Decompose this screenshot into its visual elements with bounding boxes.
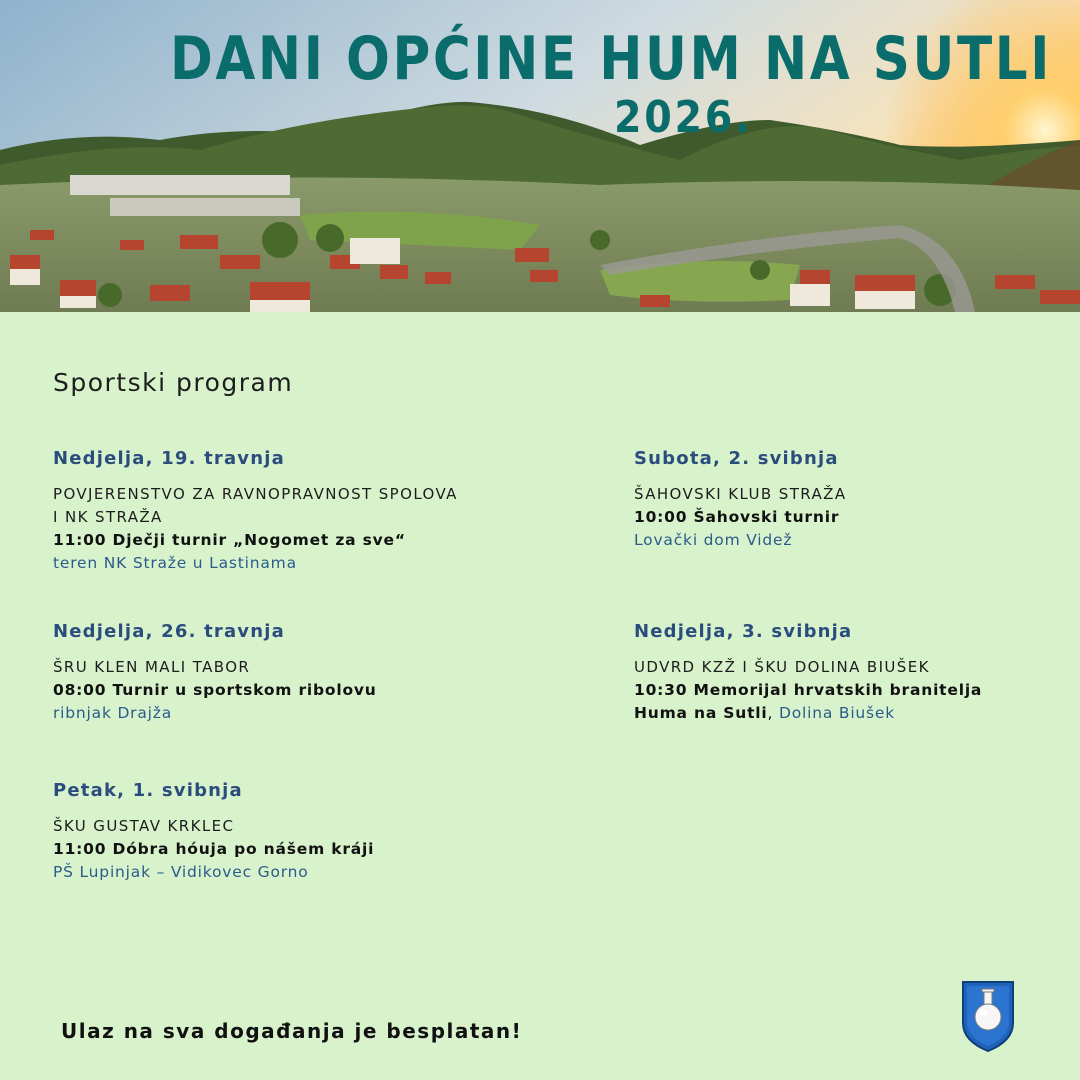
event-time-title: 11:00 Dóbra hóuja po nášem kráji xyxy=(53,840,375,858)
event-location: teren NK Straže u Lastinama xyxy=(53,554,297,572)
event-location: ribnjak Drajža xyxy=(53,704,172,722)
event-location: Dolina Biušek xyxy=(779,704,896,722)
event-entry xyxy=(634,448,1054,552)
event-entry xyxy=(53,780,533,884)
event-time-title: 10:00 Šahovski turnir xyxy=(634,508,840,526)
event-day: Subota, 2. svibnja xyxy=(634,448,839,469)
event-time-title: Huma na Sutli xyxy=(634,704,768,722)
event-organizer: ŠKU GUSTAV KRKLEC xyxy=(53,817,235,835)
event-year: 2026. xyxy=(614,92,753,143)
coat-of-arms-icon xyxy=(960,979,1016,1053)
event-entry xyxy=(53,448,533,575)
event-title: DANI OPĆINE HUM NA SUTLI xyxy=(170,24,1053,94)
event-organizer: UDVRD KZŽ I ŠKU DOLINA BIUŠEK xyxy=(634,658,930,676)
event-time-title: 11:00 Dječji turnir „Nogomet za sve“ xyxy=(53,531,406,549)
event-organizer: ŠRU KLEN MALI TABOR xyxy=(53,658,251,676)
event-day: Nedjelja, 19. travnja xyxy=(53,448,285,469)
event-organizer: ŠAHOVSKI KLUB STRAŽA xyxy=(634,485,847,503)
event-location: Lovački dom Videž xyxy=(634,531,793,549)
event-time-title: 10:30 Memorijal hrvatskih branitelja xyxy=(634,681,983,699)
event-day: Nedjelja, 26. travnja xyxy=(53,621,285,642)
free-entry-note: Ulaz na sva događanja je besplatan! xyxy=(61,1019,523,1043)
event-entry xyxy=(634,621,1054,725)
section-title: Sportski program xyxy=(53,368,294,397)
event-time-title: 08:00 Turnir u sportskom ribolovu xyxy=(53,681,377,699)
event-entry xyxy=(53,621,533,725)
event-organizer: POVJERENSTVO ZA RAVNOPRAVNOST SPOLOVA xyxy=(53,485,458,503)
event-day: Nedjelja, 3. svibnja xyxy=(634,621,853,642)
location-separator: , xyxy=(767,704,780,722)
event-organizer: I NK STRAŽA xyxy=(53,508,163,526)
event-location: PŠ Lupinjak – Vidikovec Gorno xyxy=(53,863,309,881)
banner-photo xyxy=(0,0,1080,312)
event-day: Petak, 1. svibnja xyxy=(53,780,243,801)
